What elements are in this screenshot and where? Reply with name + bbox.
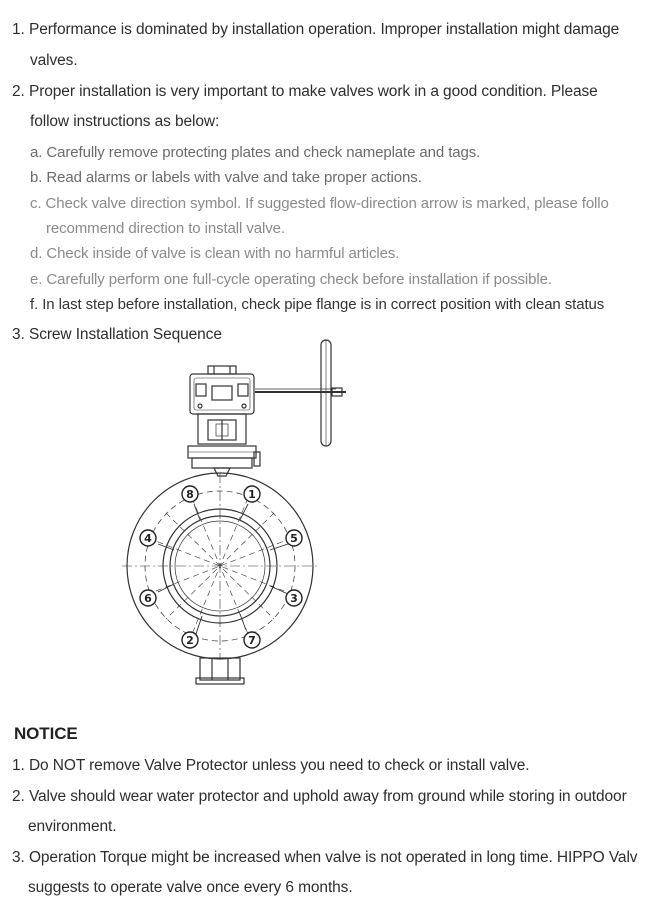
notice-item-1-text: Do NOT remove Valve Protector unless you need to check or install valve. bbox=[28, 757, 530, 774]
item-1-text: Performance is dominated by installation operation. Improper installation might damage bbox=[28, 21, 620, 38]
item-3-text: Screw Installation Sequence bbox=[28, 326, 222, 343]
subitem-f-text: In last step before installation, check pipe flange is in correct position with clean status bbox=[42, 296, 605, 313]
subitem-f bbox=[30, 295, 604, 315]
subitem-f-letter: f. bbox=[30, 296, 39, 313]
item-2-text: Proper installation is very important to make valves work in a good condition. Please bbox=[28, 83, 598, 100]
bolt-label-3 bbox=[286, 590, 302, 606]
subitem-a-text: Carefully remove protecting plates and check nameplate and tags. bbox=[46, 144, 481, 161]
svg-text:5: 5 bbox=[290, 532, 298, 545]
svg-text:2: 2 bbox=[186, 634, 194, 647]
item-2-number: 2. bbox=[12, 83, 25, 100]
subitem-a-letter: a. bbox=[30, 144, 43, 161]
valve-screw-sequence-diagram bbox=[118, 338, 358, 690]
svg-text:4: 4 bbox=[144, 532, 152, 545]
subitem-b-text: Read alarms or labels with valve and take proper actions. bbox=[46, 169, 422, 186]
svg-text:6: 6 bbox=[144, 592, 152, 605]
subitem-c-line-2: recommend direction to install valve. bbox=[46, 220, 285, 237]
bolt-label-6 bbox=[140, 590, 156, 606]
notice-item-3 bbox=[12, 848, 637, 868]
bolt-label-8 bbox=[182, 486, 198, 502]
notice-item-2-text: Valve should wear water protector and uphold away from ground while storing in outdoor bbox=[28, 788, 627, 805]
item-1-line-1 bbox=[12, 20, 619, 40]
subitem-c-letter: c. bbox=[30, 195, 42, 212]
subitem-d-text: Check inside of valve is clean with no harmful articles. bbox=[46, 245, 400, 262]
subitem-a bbox=[30, 143, 480, 163]
subitem-d bbox=[30, 244, 399, 264]
svg-text:8: 8 bbox=[186, 488, 194, 501]
subitem-e bbox=[30, 270, 552, 290]
svg-text:3: 3 bbox=[290, 592, 298, 605]
svg-text:7: 7 bbox=[248, 634, 256, 647]
notice-item-1 bbox=[12, 756, 529, 776]
item-3-number: 3. bbox=[12, 326, 25, 343]
notice-item-3-number: 3. bbox=[12, 849, 25, 866]
subitem-b-letter: b. bbox=[30, 169, 43, 186]
bolt-label-7 bbox=[244, 632, 260, 648]
item-1-number: 1. bbox=[12, 21, 25, 38]
subitem-b bbox=[30, 168, 422, 188]
bolt-label-2 bbox=[182, 632, 198, 648]
svg-text:1: 1 bbox=[248, 488, 256, 501]
subitem-e-letter: e. bbox=[30, 271, 43, 288]
notice-heading: NOTICE bbox=[14, 724, 78, 743]
notice-item-1-number: 1. bbox=[12, 757, 25, 774]
subitem-d-letter: d. bbox=[30, 245, 43, 262]
subitem-e-text: Carefully perform one full-cycle operating check before installation if possible. bbox=[46, 271, 552, 288]
item-2-line-2: follow instructions as below: bbox=[30, 113, 220, 130]
handwheel bbox=[255, 340, 346, 446]
subitem-c bbox=[30, 194, 609, 214]
notice-item-2 bbox=[12, 787, 627, 807]
bolt-label-4 bbox=[140, 530, 156, 546]
sequence-arrows bbox=[158, 504, 288, 634]
notice-item-3-text: Operation Torque might be increased when valve is not operated in long time. HIPPO Valv bbox=[28, 849, 638, 866]
item-1-line-2: valves. bbox=[30, 52, 78, 69]
item-2-line-1 bbox=[12, 82, 598, 102]
notice-item-2-number: 2. bbox=[12, 788, 25, 805]
notice-item-3-line-2: suggests to operate valve once every 6 months. bbox=[28, 879, 353, 896]
valve-body bbox=[122, 473, 318, 684]
gear-operator bbox=[190, 366, 254, 414]
bolt-label-1 bbox=[244, 486, 260, 502]
valve-bracket bbox=[188, 414, 260, 476]
bolt-label-5 bbox=[286, 530, 302, 546]
subitem-c-text: Check valve direction symbol. If suggested flow-direction arrow is marked, please follo bbox=[45, 195, 609, 212]
notice-item-2-line-2: environment. bbox=[28, 818, 117, 835]
